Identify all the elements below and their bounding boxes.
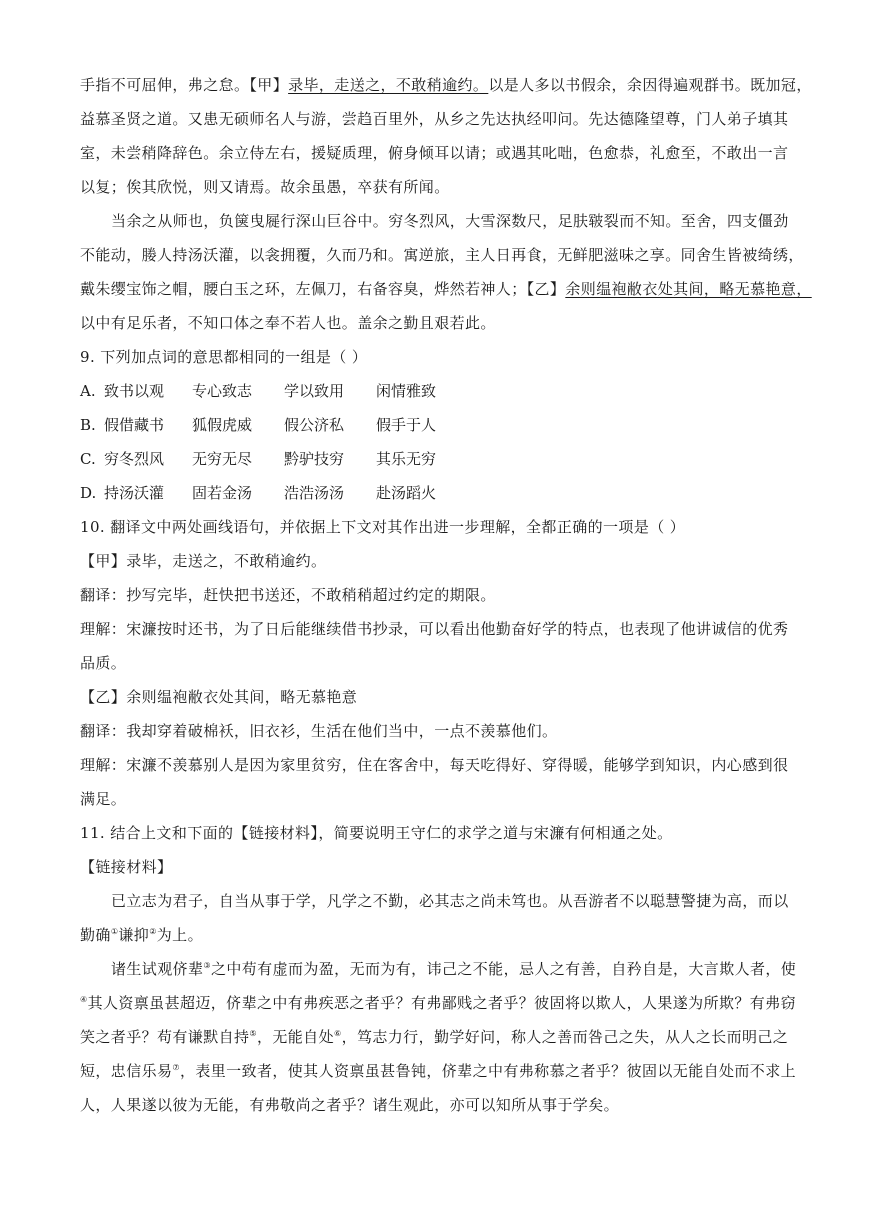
material-line: 诸生试观侪辈③之中苟有虚而为盈，无而为有，讳己之不能，忌人之有善，自矜自是，大言欺人者，使 — [111, 960, 797, 978]
footnote-marker: ⑦ — [172, 1063, 180, 1072]
document-page — [80, 68, 812, 1122]
passage-line: 当余之从师也，负箧曳屣行深山巨谷中。穷冬烈风，大雪深数尺，足肤皲裂而不知。至舍，四支僵劲 — [111, 212, 789, 230]
material-line: ④其人资禀虽甚超迈，侪辈之中有弗疾恶之者乎？有弗鄙贱之者乎？彼固将以欺人，人果遂为所欺？有弗窃 — [80, 994, 796, 1012]
footnote-marker: ⑤ — [249, 1029, 257, 1038]
passage-line: 以中有足乐者，不知口体之奉不若人也。盖余之勤且艰若此。 — [80, 314, 496, 332]
q10-yi-understanding: 理解：宋濂不羡慕别人是因为家里贫穷，住在客舍中，每天吃得好、穿得暖，能够学到知识，内心感到很 — [80, 756, 789, 774]
passage-line: 手指不可屈伸，弗之怠。【甲】录毕，走送之，不敢稍逾约。以是人多以书假余，余因得遍观群书。既加冠， — [80, 76, 812, 94]
link-material-title: 【链接材料】 — [80, 858, 173, 876]
q10-yi-sentence: 【乙】余则缊袍敝衣处其间，略无慕艳意 — [80, 688, 358, 706]
material-line: 笑之者乎？苟有谦默自持⑤，无能自处⑥，笃志力行，勤学好问，称人之善而咎己之失，从人之长而明己之 — [80, 1028, 789, 1046]
footnote-marker: ① — [110, 927, 119, 936]
footnote-marker: ② — [149, 927, 157, 936]
footnote-marker: ③ — [203, 961, 211, 970]
q10-yi-understanding-cont: 满足。 — [80, 790, 127, 808]
option-b: B. 假借藏书 狐假虎威 假公济私 假手于人 — [80, 416, 437, 434]
underlined-sentence-yi: 余则缊袍敝衣处其间，略无慕艳意， — [565, 280, 812, 298]
q10-yi-translation: 翻译：我却穿着破棉袄，旧衣衫，生活在他们当中，一点不羡慕他们。 — [80, 722, 558, 740]
q10-jia-sentence: 【甲】录毕，走送之，不敢稍逾约。 — [80, 552, 327, 570]
q10-jia-understanding-cont: 品质。 — [80, 654, 127, 672]
underlined-sentence-jia: 录毕，走送之，不敢稍逾约。 — [288, 76, 489, 94]
passage-line: 益慕圣贤之道。又患无硕师名人与游，尝趋百里外，从乡之先达执经叩问。先达德隆望尊，门人弟子填其 — [80, 110, 789, 128]
material-line: 已立志为君子，自当从事于学，凡学之不勤，必其志之尚未笃也。从吾游者不以聪慧警捷为高，而以 — [111, 892, 789, 910]
option-a: A. 致书以观 专心致志 学以致用 闲情雅致 — [80, 382, 437, 400]
question-11-stem: 11. 结合上文和下面的【链接材料】，简要说明王守仁的求学之道与宋濂有何相通之处。 — [80, 824, 673, 842]
passage-line: 不能动，媵人持汤沃灌，以衾拥覆，久而乃和。寓逆旅，主人日再食，无鲜肥滋味之享。同舍生皆被绮绣， — [80, 246, 804, 264]
passage-line: 室，未尝稍降辞色。余立侍左右，援疑质理，俯身倾耳以请；或遇其叱咄，色愈恭，礼愈至，不敢出一言 — [80, 144, 789, 162]
footnote-marker: ⑥ — [334, 1029, 342, 1038]
material-line: 短，忠信乐易⑦，表里一致者，使其人资禀虽甚鲁钝，侪辈之中有弗称慕之者乎？彼固以无能自处而不求上 — [80, 1062, 796, 1080]
option-c: C. 穷冬烈风 无穷无尽 黔驴技穷 其乐无穷 — [80, 450, 437, 468]
q10-jia-translation: 翻译：抄写完毕，赶快把书送还，不敢稍稍超过约定的期限。 — [80, 586, 496, 604]
question-10-stem: 10. 翻译文中两处画线语句，并依据上下文对其作出进一步理解，全都正确的一项是（ ） — [80, 518, 686, 536]
footnote-marker: ④ — [80, 995, 88, 1004]
material-line: 勤确①谦抑②为上。 — [80, 926, 203, 944]
passage-line: 以复；俟其欣悦，则又请焉。故余虽愚，卒获有所闻。 — [80, 178, 450, 196]
material-line: 人，人果遂以彼为无能，有弗敬尚之者乎？诸生观此，亦可以知所从事于学矣。 — [80, 1096, 620, 1114]
passage-line: 戴朱缨宝饰之帽，腰白玉之环，左佩刀，右备容臭，烨然若神人；【乙】余则缊袍敝衣处其间，略无慕艳意， — [80, 280, 812, 298]
option-d: D. 持汤沃灌 固若金汤 浩浩汤汤 赴汤蹈火 — [80, 484, 437, 502]
q10-jia-understanding: 理解：宋濂按时还书，为了日后能继续借书抄录，可以看出他勤奋好学的特点，也表现了他讲诚信的优秀 — [80, 620, 789, 638]
question-9-stem: 9. 下列加点词的意思都相同的一组是（ ） — [80, 348, 368, 366]
